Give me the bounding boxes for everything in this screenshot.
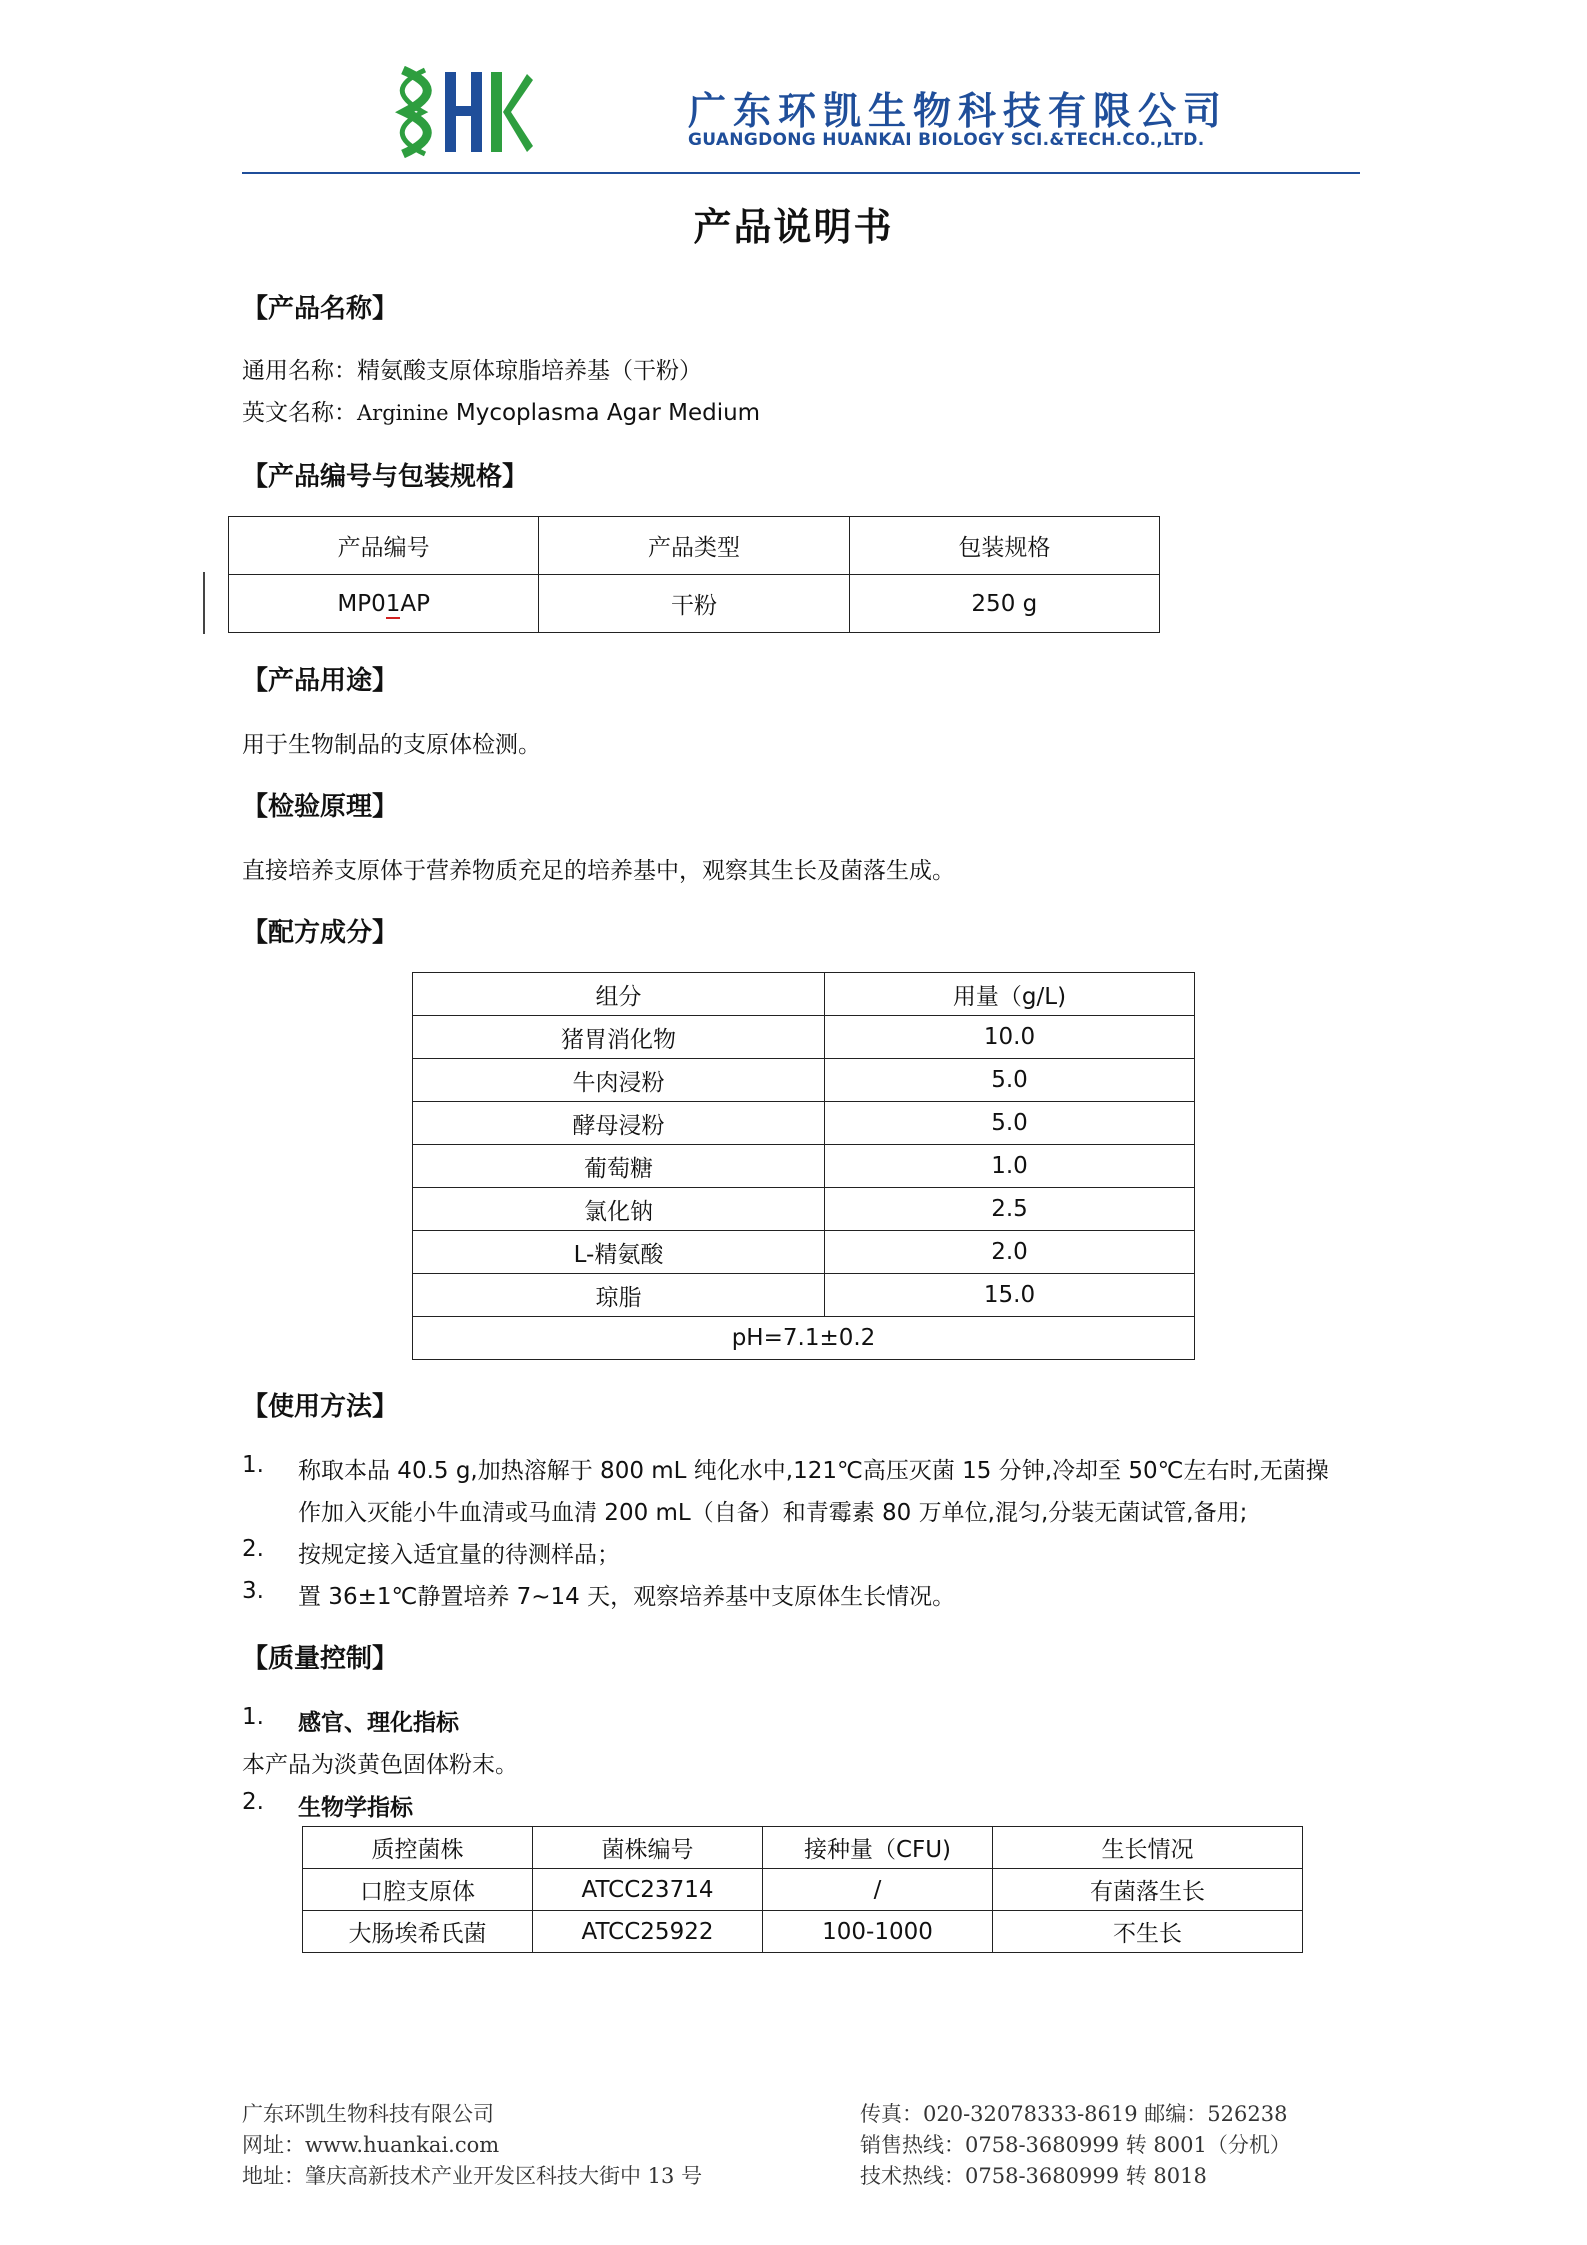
strain-cell: 大肠埃希氏菌 <box>303 1911 533 1953</box>
amount-cell: 1.0 <box>825 1145 1195 1188</box>
product-code-suffix: AP <box>400 590 430 617</box>
footer-company: 广东环凯生物科技有限公司 <box>242 2102 494 2126</box>
component-cell: 猪胃消化物 <box>413 1016 825 1059</box>
english-name-value-2: Mycoplasma Agar Medium <box>455 400 761 426</box>
table-row <box>413 1016 1195 1059</box>
section-heading-principle: 【检验原理】 <box>242 792 399 822</box>
qc-sub-number: 2. <box>242 1789 264 1815</box>
footer-address: 地址：肇庆高新技术产业开发区科技大街中 13 号 <box>242 2164 703 2188</box>
common-name-value: 精氨酸支原体琼脂培养基（干粉） <box>357 358 702 384</box>
english-name-value-1: Arginine <box>357 401 449 425</box>
header-divider <box>242 172 1360 174</box>
amount-cell: 2.5 <box>825 1188 1195 1231</box>
english-name-line <box>242 394 760 427</box>
strain-code-cell: ATCC23714 <box>533 1869 763 1911</box>
table-row <box>413 1317 1195 1360</box>
package-spec-cell: 250 g <box>849 575 1159 633</box>
text-cursor <box>203 572 205 634</box>
growth-cell: 不生长 <box>993 1911 1303 1953</box>
section-heading-method: 【使用方法】 <box>242 1392 399 1422</box>
table-row <box>413 1059 1195 1102</box>
amount-cell: 2.0 <box>825 1231 1195 1274</box>
table-header-cell: 包装规格 <box>849 517 1159 575</box>
company-name-cn: 广东环凯生物科技有限公司 <box>688 89 1229 133</box>
amount-cell: 10.0 <box>825 1016 1195 1059</box>
table-row <box>303 1869 1303 1911</box>
common-name-line <box>242 352 702 385</box>
qc-sub-title: 感官、理化指标 <box>298 1710 459 1736</box>
section-heading-formula: 【配方成分】 <box>242 918 399 948</box>
qc-sensory-text: 本产品为淡黄色固体粉末。 <box>242 1752 518 1778</box>
ph-cell: pH=7.1±0.2 <box>413 1317 1195 1360</box>
table-header-cell: 产品类型 <box>539 517 849 575</box>
table-header-cell: 产品编号 <box>229 517 539 575</box>
qc-sub-title: 生物学指标 <box>298 1795 413 1821</box>
component-cell: 琼脂 <box>413 1274 825 1317</box>
section-heading-name: 【产品名称】 <box>242 294 399 324</box>
product-code-marked-digit: 1 <box>385 590 401 617</box>
english-name-label: 英文名称： <box>242 400 357 426</box>
product-code-prefix: MP0 <box>337 590 386 617</box>
table-row <box>303 1827 1303 1869</box>
table-row <box>229 517 1160 575</box>
spec-table <box>228 516 1160 633</box>
amount-cell: 5.0 <box>825 1102 1195 1145</box>
section-heading-qc: 【质量控制】 <box>242 1644 399 1674</box>
section-heading-spec: 【产品编号与包装规格】 <box>242 462 529 492</box>
formula-table <box>412 972 1195 1360</box>
method-item-text: 按规定接入适宜量的待测样品； <box>298 1542 620 1568</box>
section-heading-use: 【产品用途】 <box>242 666 399 696</box>
table-header-cell: 组分 <box>413 973 825 1016</box>
table-row <box>303 1911 1303 1953</box>
table-row <box>413 1145 1195 1188</box>
component-cell: 酵母浸粉 <box>413 1102 825 1145</box>
component-cell: 牛肉浸粉 <box>413 1059 825 1102</box>
method-item-text: 称取本品 40.5 g,加热溶解于 800 mL 纯化水中,121℃高压灭菌 15 分钟,冷却至 50℃左右时,无菌操 <box>298 1458 1329 1484</box>
table-row <box>229 575 1160 633</box>
principle-text: 直接培养支原体于营养物质充足的培养基中，观察其生长及菌落生成。 <box>242 858 955 884</box>
amount-cell: 15.0 <box>825 1274 1195 1317</box>
footer-website: 网址：www.huankai.com <box>242 2133 500 2157</box>
table-row <box>413 1188 1195 1231</box>
inoculum-cell: / <box>763 1869 993 1911</box>
company-name-en: GUANGDONG HUANKAI BIOLOGY SCI.&TECH.CO.,LTD. <box>688 130 1205 150</box>
table-header-cell: 质控菌株 <box>303 1827 533 1869</box>
table-row <box>413 1102 1195 1145</box>
method-item-number: 1. <box>242 1452 264 1478</box>
component-cell: 氯化钠 <box>413 1188 825 1231</box>
component-cell: 葡萄糖 <box>413 1145 825 1188</box>
product-code-cell <box>229 575 539 633</box>
company-logo <box>395 66 535 158</box>
qc-sub-number: 1. <box>242 1704 264 1730</box>
bio-indicator-table <box>302 1826 1303 1953</box>
page-title: 产品说明书 <box>693 205 894 249</box>
method-item-text-cont: 作加入灭能小牛血清或马血清 200 mL（自备）和青霉素 80 万单位,混匀,分装无菌试管,备用; <box>298 1500 1248 1526</box>
bhk-logo-icon <box>395 66 535 158</box>
footer-fax: 传真：020-32078333-8619 邮编：526238 <box>860 2102 1288 2126</box>
table-header-cell: 用量（g/L) <box>825 973 1195 1016</box>
table-header-cell: 菌株编号 <box>533 1827 763 1869</box>
amount-cell: 5.0 <box>825 1059 1195 1102</box>
use-text: 用于生物制品的支原体检测。 <box>242 732 541 758</box>
inoculum-cell: 100-1000 <box>763 1911 993 1953</box>
common-name-label: 通用名称： <box>242 358 357 384</box>
method-item-number: 2. <box>242 1536 264 1562</box>
strain-code-cell: ATCC25922 <box>533 1911 763 1953</box>
table-header-cell: 接种量（CFU) <box>763 1827 993 1869</box>
strain-cell: 口腔支原体 <box>303 1869 533 1911</box>
product-type-cell: 干粉 <box>539 575 849 633</box>
table-row <box>413 973 1195 1016</box>
footer-sales-hotline: 销售热线：0758-3680999 转 8001（分机） <box>860 2133 1291 2157</box>
method-item-number: 3. <box>242 1578 264 1604</box>
table-row <box>413 1274 1195 1317</box>
growth-cell: 有菌落生长 <box>993 1869 1303 1911</box>
table-row <box>413 1231 1195 1274</box>
method-item-text: 置 36±1℃静置培养 7~14 天，观察培养基中支原体生长情况。 <box>298 1584 956 1610</box>
component-cell: L-精氨酸 <box>413 1231 825 1274</box>
table-header-cell: 生长情况 <box>993 1827 1303 1869</box>
footer-tech-hotline: 技术热线：0758-3680999 转 8018 <box>860 2164 1207 2188</box>
